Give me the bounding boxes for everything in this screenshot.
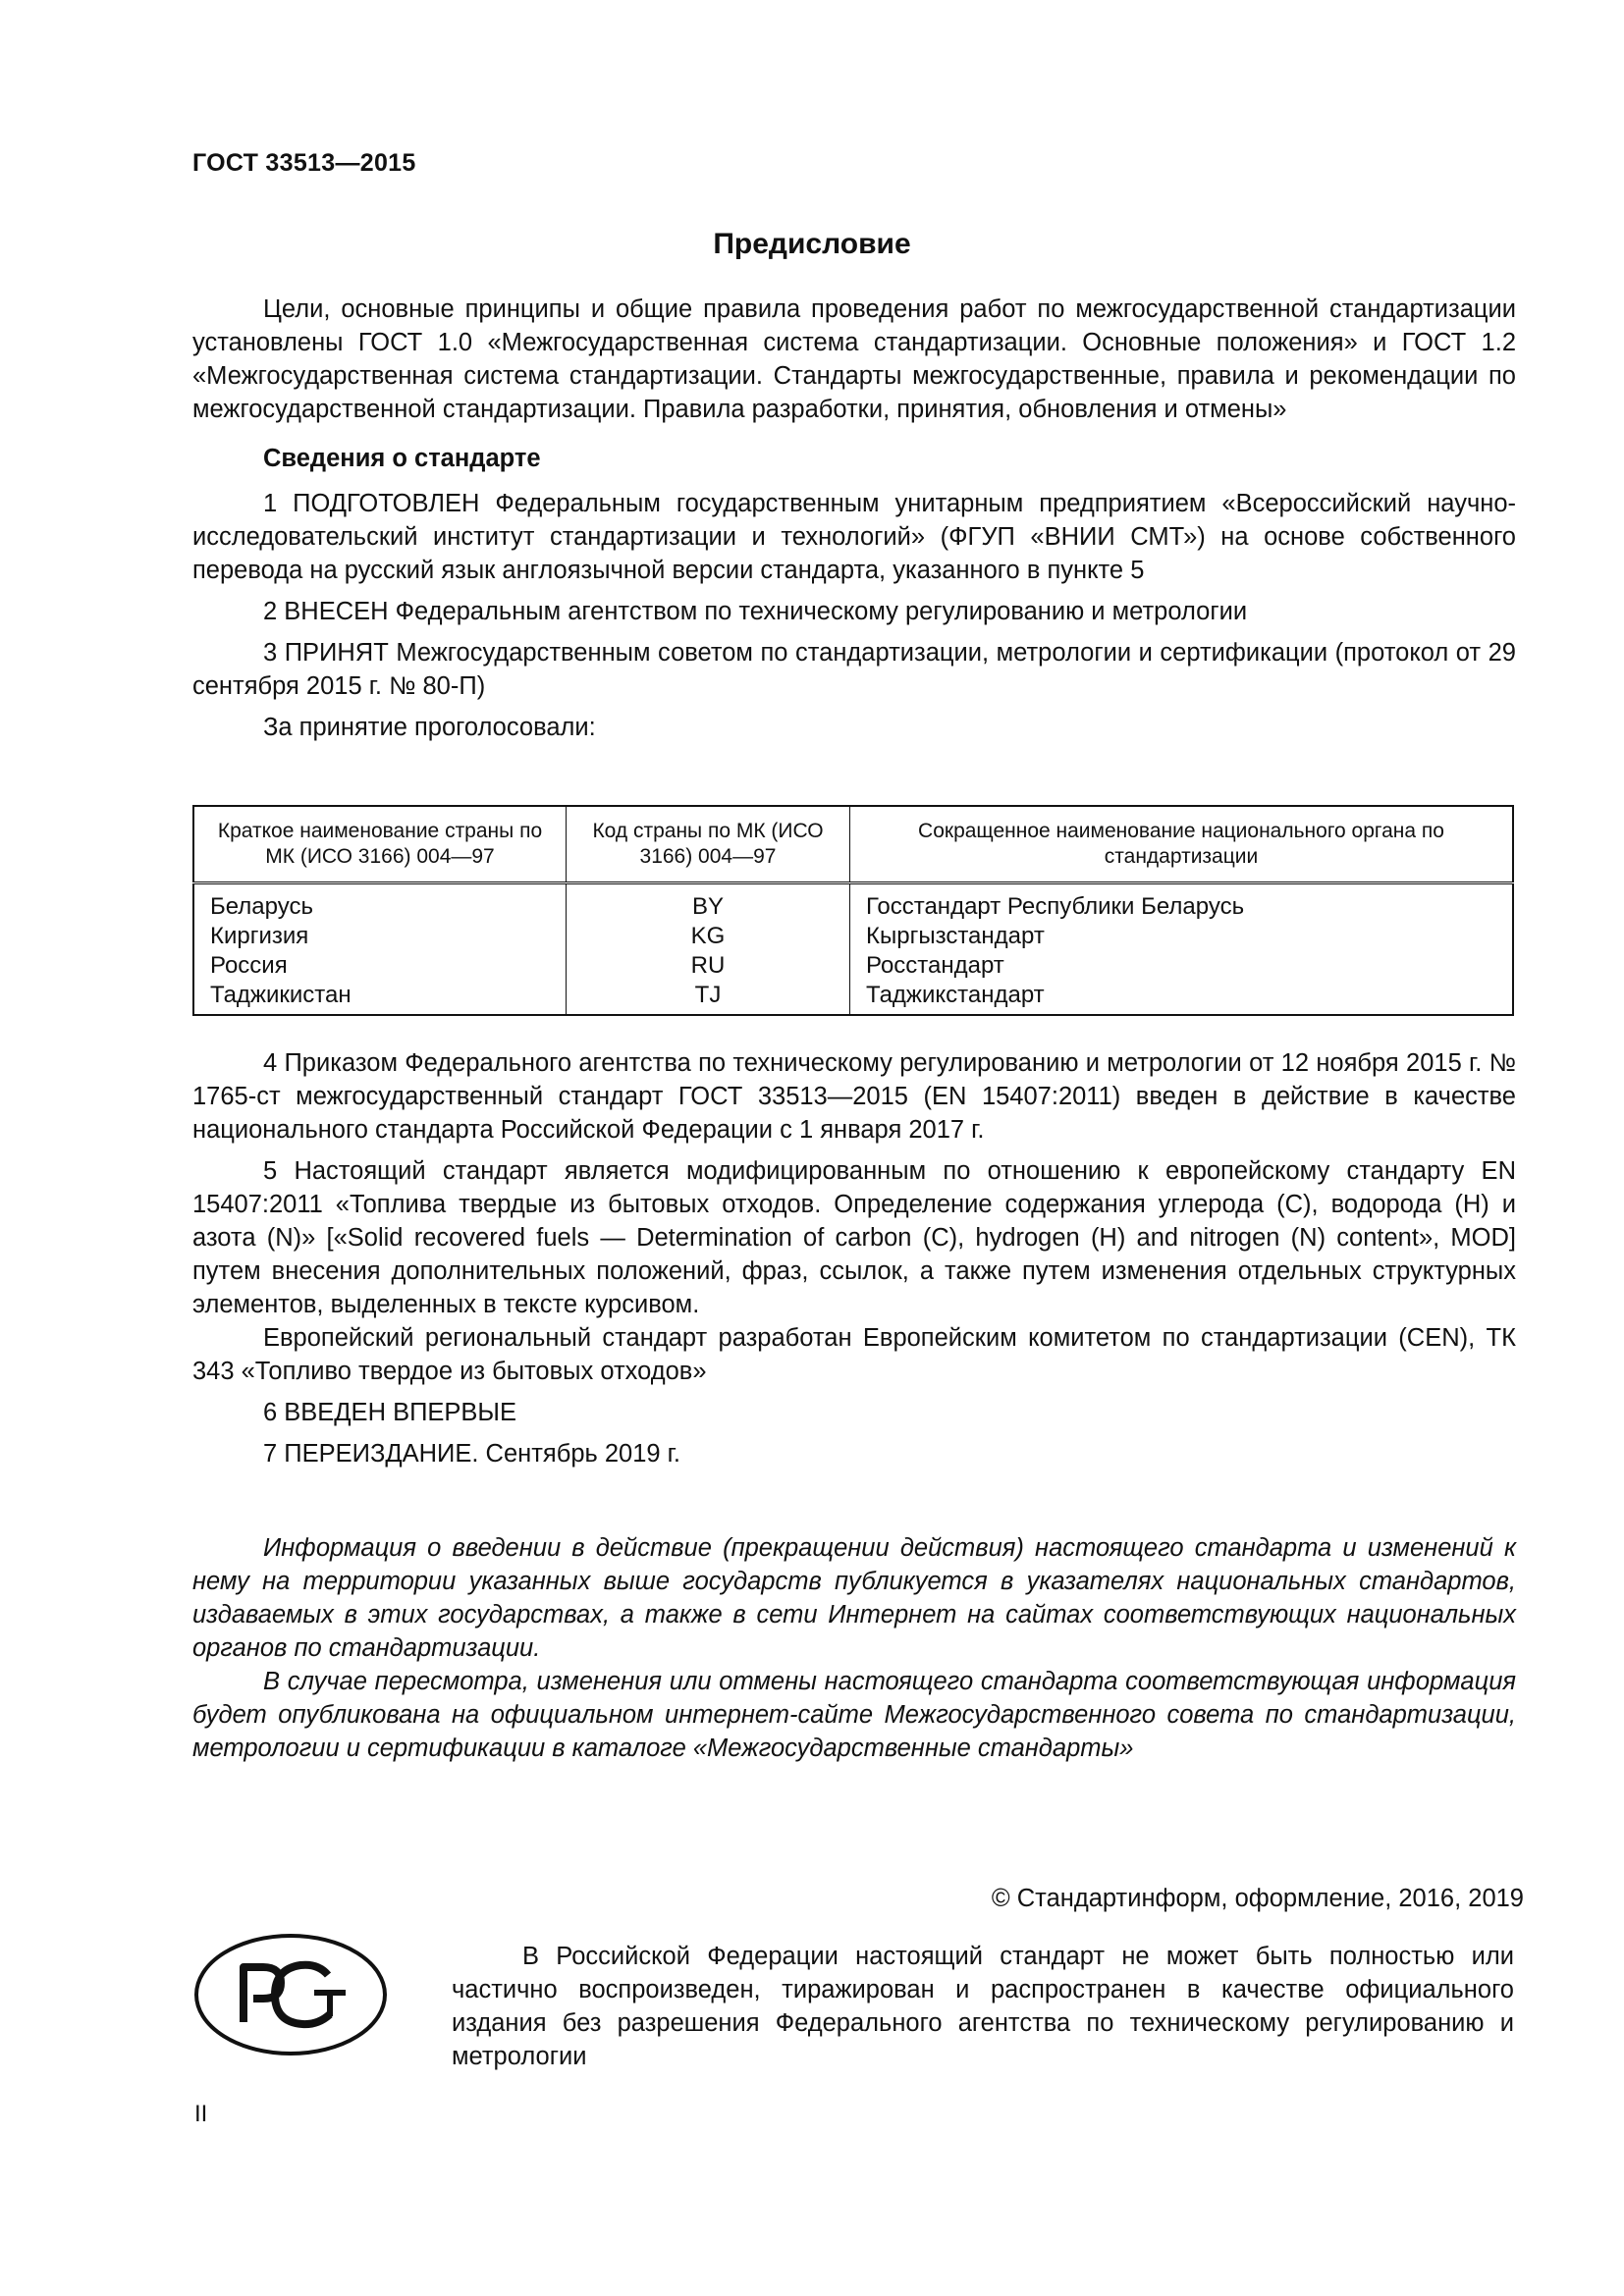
pct-certification-mark-icon — [192, 1932, 389, 2057]
voting-table — [192, 805, 1514, 1016]
copyright-line: © Стандартинформ, оформление, 2016, 2019 — [991, 1885, 1524, 1912]
table-cell-body: Госстандарт Республики Беларусь — [866, 893, 1245, 920]
item-7: 7 ПЕРЕИЗДАНИЕ. Сентябрь 2019 г. — [263, 1440, 680, 1468]
table-cell-body: Таджикстандарт — [866, 982, 1045, 1008]
table-header-country: Краткое наименование страны по МК (ИСО 3166) 004—97 — [193, 806, 567, 883]
rights-text: В Российской Федерации настоящий стандарт не может быть полностью или частично воспроизведен, тиражирован и распространен в качестве официального издания без разрешения Федерального агентства по техническому регулированию и метрологии — [452, 1943, 1514, 2070]
notice-paragraph-2: В случае пересмотра, изменения или отмены настоящего стандарта соответствующая информация будет опубликована на официальном интернет-сайте Межгосударственного совета по стандартизации, метрологии и сертификации в каталоге «Межгосударственные стандарты» — [192, 1668, 1516, 1762]
table-row — [193, 951, 1513, 981]
table-cell-country: Беларусь — [193, 883, 567, 923]
table-cell-body: Кыргызстандарт — [866, 923, 1045, 949]
page-number: II — [194, 2101, 208, 2127]
item-6: 6 ВВЕДЕН ВПЕРВЫЕ — [263, 1399, 517, 1426]
item-5: 5 Настоящий стандарт является модифицированным по отношению к европейскому стандарту EN 15407:2011 «Топлива твердые из бытовых отходов. Определение содержания углерода (С), водорода (Н) и азота (N)» [«Solid recovered fuels — Determination of carbon (C), hydrogen (H) and nitrogen (N) content», MOD] путем внесения дополнительных положений, фраз, ссылок, а также путем изменения отдельных структурных элементов, выделенных в тексте курсивом. — [192, 1157, 1516, 1318]
table-header-code: Код страны по МК (ИСО 3166) 004—97 — [567, 806, 850, 883]
item-1: 1 ПОДГОТОВЛЕН Федеральным государственным унитарным предприятием «Всероссийский научно-исследовательский институт стандартизации и технологий» (ФГУП «ВНИИ СМТ») на основе собственного перевода на русский язык англоязычной версии стандарта, указанного в пункте 5 — [192, 490, 1516, 584]
table-header-row — [193, 806, 1513, 883]
table-cell-country: Таджикистан — [193, 981, 567, 1015]
info-heading: Сведения о стандарте — [263, 445, 541, 472]
item-2: 2 ВНЕСЕН Федеральным агентством по техническому регулированию и метрологии — [263, 598, 1248, 625]
foreword-body-continued — [192, 1046, 1516, 1478]
table-cell-code: BY — [567, 883, 850, 923]
table-row — [193, 883, 1513, 923]
table-cell-code: RU — [567, 951, 850, 981]
table-cell-code: KG — [567, 922, 850, 951]
table-row — [193, 981, 1513, 1015]
table-row — [193, 922, 1513, 951]
intro-paragraph: Цели, основные принципы и общие правила проведения работ по межгосударственной стандартизации установлены ГОСТ 1.0 «Межгосударственная система стандартизации. Основные положения» и ГОСТ 1.2 «Межгосударственная система стандартизации. Стандарты межгосударственные, правила и рекомендации по межгосударственной стандартизации. Правила разработки, принятия, обновления и отмены» — [192, 295, 1516, 423]
table-cell-country: Киргизия — [193, 922, 567, 951]
item-5-continued: Европейский региональный стандарт разработан Европейским комитетом по стандартизации (CEN), ТК 343 «Топливо твердое из бытовых отходов» — [192, 1324, 1516, 1385]
foreword-body — [192, 293, 1516, 744]
vote-intro: За принятие проголосовали: — [263, 714, 596, 741]
standard-code-header: ГОСТ 33513—2015 — [192, 149, 416, 177]
notice-paragraph-1: Информация о введении в действие (прекращении действия) настоящего стандарта и изменений к нему на территории указанных выше государств публикуется в указателях национальных стандартов, издаваемых в этих государствах, а также в сети Интернет на сайтах соответствующих национальных органов по стандартизации. — [192, 1534, 1516, 1662]
reproduction-rights-notice — [452, 1940, 1514, 2073]
table-cell-code: TJ — [567, 981, 850, 1015]
item-4: 4 Приказом Федерального агентства по техническому регулированию и метрологии от 12 ноября 2015 г. № 1765-ст межгосударственный стандарт ГОСТ 33513—2015 (EN 15407:2011) введен в действие в качестве национального стандарта Российской Федерации с 1 января 2017 г. — [192, 1049, 1516, 1144]
table-cell-body: Росстандарт — [866, 952, 1004, 979]
publication-notice — [192, 1531, 1516, 1765]
item-3: 3 ПРИНЯТ Межгосударственным советом по стандартизации, метрологии и сертификации (протокол от 29 сентября 2015 г. № 80-П) — [192, 639, 1516, 700]
table-header-body: Сокращенное наименование национального органа по стандартизации — [850, 806, 1514, 883]
table-cell-country: Россия — [193, 951, 567, 981]
page-title: Предисловие — [713, 228, 911, 260]
